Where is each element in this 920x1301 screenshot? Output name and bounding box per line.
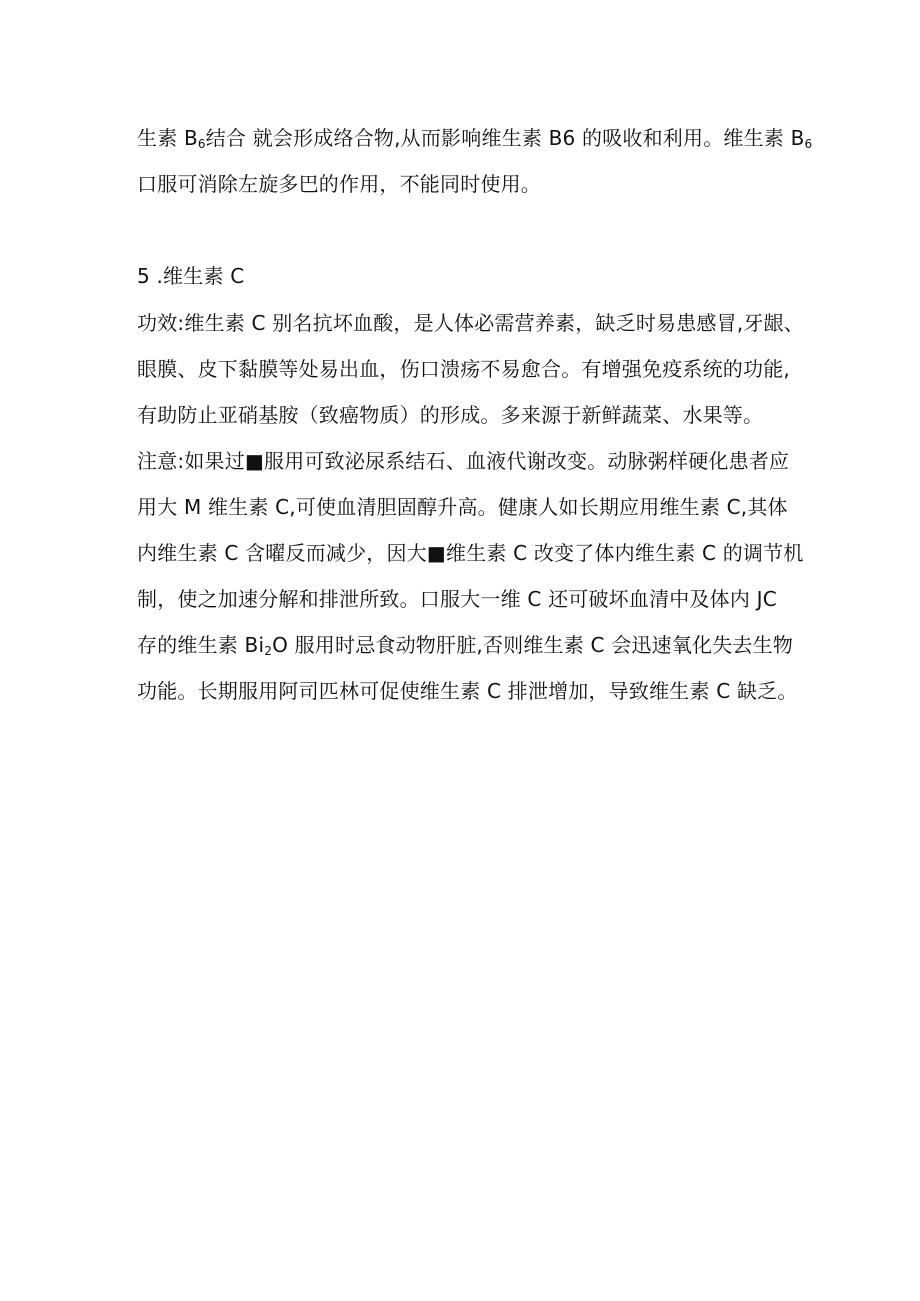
text-line: 眼膜、皮下黏膜等处易出血，伤口溃疡不易愈合。有增强免疫系统的功能, xyxy=(137,357,790,381)
text-line: 注意:如果过■服用可致泌尿系结石、血液代谢改变。动脉粥样硬化患者应 xyxy=(137,449,790,473)
text-segment: O 服用时忌食动物肝脏,否则维生素 C 会迅速氧化失去生物 xyxy=(272,633,794,657)
subscript: 2 xyxy=(264,644,273,658)
text-line: 功能。长期服用阿司匹林可促使维生素 C 排泄增加，导致维生素 C 缺乏。 xyxy=(137,679,798,703)
top-paragraph xyxy=(137,115,813,207)
text-segment: 结合 就会形成络合物,从而影响维生素 B6 的吸收和利用。维生素 B xyxy=(205,126,805,150)
text-line: 制，使之加速分解和排泄所致。口服大一维 C 还可破坏血清中及体内 JC xyxy=(137,587,777,611)
section-body xyxy=(137,300,804,714)
text-line: 用大 M 维生素 C,可使血清胆固醇升高。健康人如长期应用维生素 C,其体 xyxy=(137,495,788,519)
text-line xyxy=(137,622,797,668)
text-segment: 生素 B xyxy=(137,126,198,150)
text-line: 内维生素 C 含曜反而减少，因大■维生素 C 改变了体内维生素 C 的调节机 xyxy=(137,541,804,565)
text-line: 有助防止亚硝基胺（致癌物质）的形成。多来源于新鲜蔬菜、水果等。 xyxy=(137,403,764,427)
text-line: 功效:维生素 C 别名抗坏血酸，是人体必需营养素，缺乏时易患感冒,牙龈、 xyxy=(137,311,804,335)
subscript: 6 xyxy=(804,137,813,151)
text-line: 口服可消除左旋多巴的作用，不能同时使用。 xyxy=(137,172,541,196)
section-heading: 5 .维生素 C xyxy=(137,264,245,288)
text-segment: 存的维生素 Bi xyxy=(137,633,265,657)
text-line xyxy=(137,115,813,161)
subscript: 6 xyxy=(197,137,206,151)
